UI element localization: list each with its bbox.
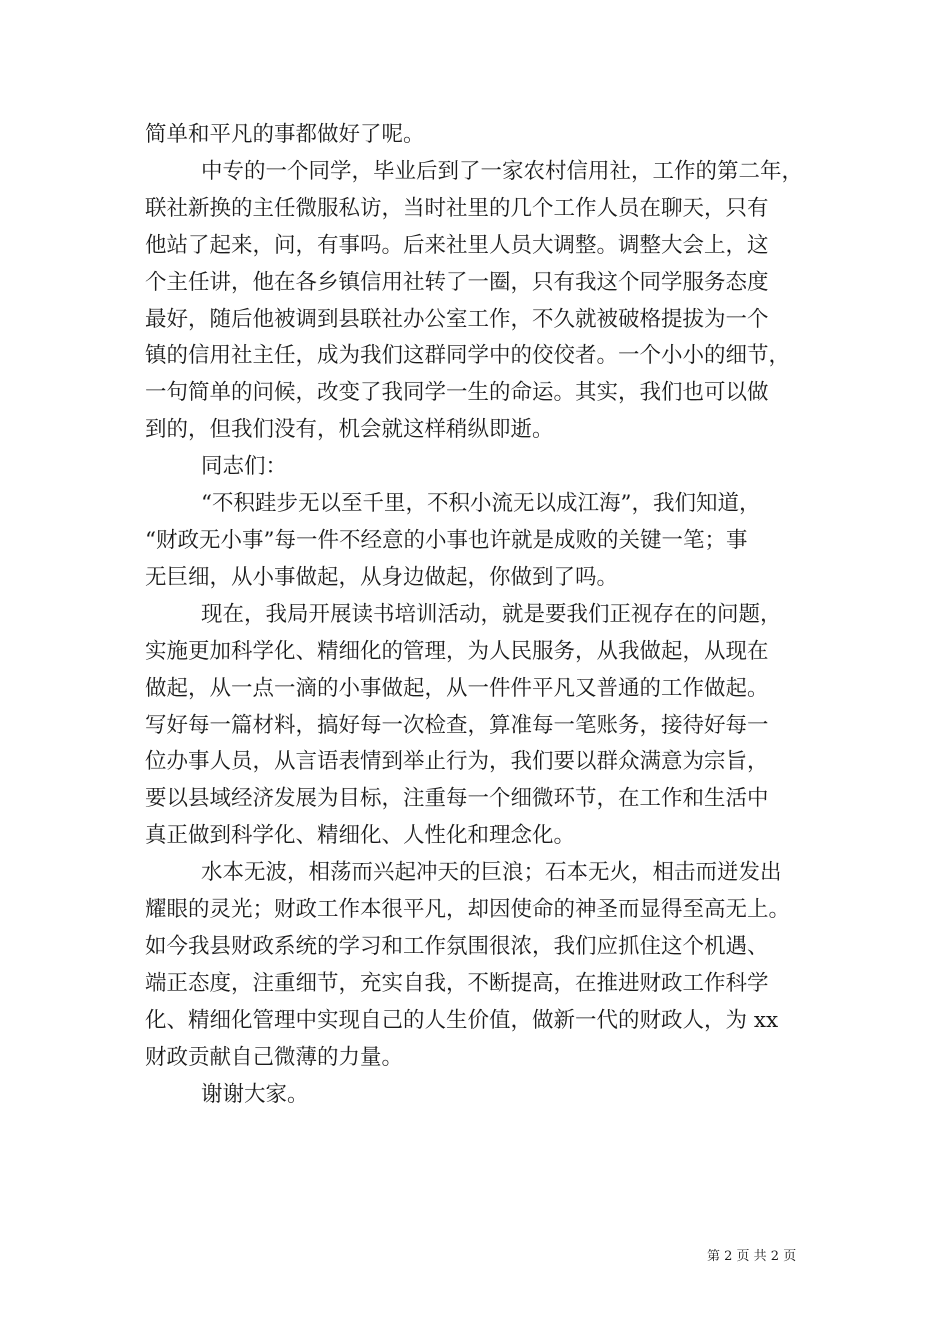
text-line: 财政贡献自己微薄的力量。 (145, 1044, 404, 1070)
text-line: 个主任讲，他在各乡镇信用社转了一圈，只有我这个同学服务态度 (145, 269, 769, 295)
text-line: “不积跬步无以至千里，不积小流无以成江海”，我们知道， (201, 491, 761, 517)
document-body (145, 117, 835, 1113)
text-line: 谢谢大家。 (201, 1081, 309, 1107)
text-line: 一句简单的问候，改变了我同学一生的命运。其实，我们也可以做 (145, 380, 769, 406)
text-line: 位办事人员，从言语表情到举止行为，我们要以群众满意为宗旨， (145, 749, 769, 775)
text-line: 水本无波，相荡而兴起冲天的巨浪；石本无火，相击而迸发出 (201, 860, 782, 886)
text-line: 化、精细化管理中实现自己的人生价值，做新一代的财政人，为 xx (145, 1007, 779, 1033)
text-line: 镇的信用社主任，成为我们这群同学中的佼佼者。一个小小的细节， (145, 343, 791, 369)
text-line: 实施更加科学化、精细化的管理，为人民服务，从我做起，从现在 (145, 638, 769, 664)
text-line: 端正态度，注重细节，充实自我，不断提高，在推进财政工作科学 (145, 970, 769, 996)
text-line: 写好每一篇材料，搞好每一次检查，算准每一笔账务，接待好每一 (145, 712, 769, 738)
page-number-footer: 第 2 页 共 2 页 (707, 1249, 797, 1264)
text-line: 要以县域经济发展为目标，注重每一个细微环节，在工作和生活中 (145, 786, 769, 812)
text-line: 最好，随后他被调到县联社办公室工作，不久就被破格提拔为一个 (145, 306, 769, 332)
text-line: 真正做到科学化、精细化、人性化和理念化。 (145, 823, 576, 849)
text-line: 他站了起来，问，有事吗。后来社里人员大调整。调整大会上，这 (145, 232, 769, 258)
text-line: 耀眼的灵光；财政工作本很平凡，却因使命的神圣而显得至高无上。 (145, 897, 791, 923)
text-line: 中专的一个同学，毕业后到了一家农村信用社，工作的第二年， (201, 158, 804, 184)
text-line: 同志们： (201, 454, 288, 480)
text-line: 做起，从一点一滴的小事做起，从一件件平凡又普通的工作做起。 (145, 675, 769, 701)
text-line: 联社新换的主任微服私访，当时社里的几个工作人员在聊天，只有 (145, 195, 769, 221)
text-line: 无巨细，从小事做起，从身边做起，你做到了吗。 (145, 564, 619, 590)
text-line: 如今我县财政系统的学习和工作氛围很浓，我们应抓住这个机遇、 (145, 933, 769, 959)
text-line: “财政无小事”每一件不经意的小事也许就是成败的关键一笔；事 (145, 527, 748, 553)
text-line: 简单和平凡的事都做好了呢。 (145, 122, 425, 147)
text-line: 到的，但我们没有，机会就这样稍纵即逝。 (145, 417, 554, 443)
text-line: 现在，我局开展读书培训活动，就是要我们正视存在的问题， (201, 601, 782, 627)
